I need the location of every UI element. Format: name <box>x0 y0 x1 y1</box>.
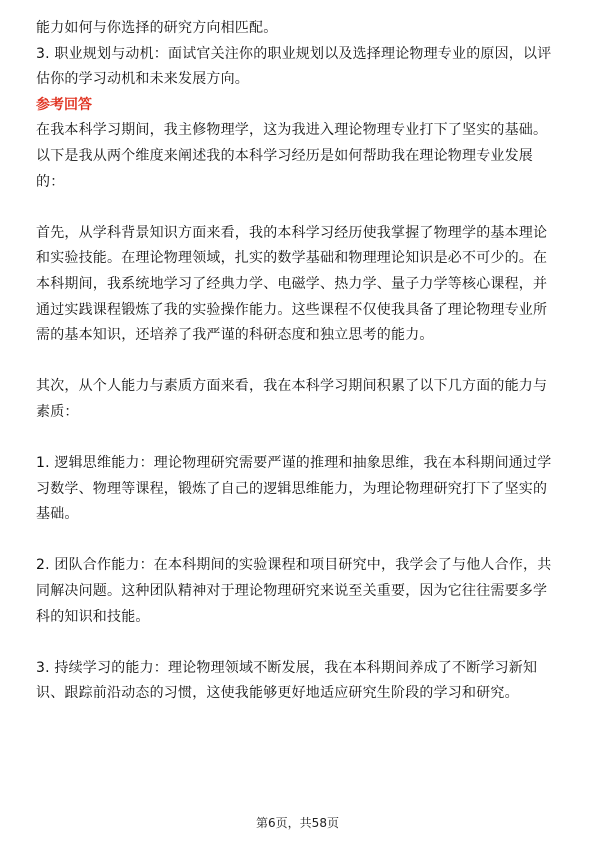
paragraph-line: 首先，从学科背景知识方面来看，我的本科学习经历使我掌握了物理学的基本理论 <box>36 224 548 241</box>
paragraph-line: 的： <box>36 173 65 190</box>
answer-paragraph-3 <box>36 374 560 425</box>
paragraph-line: 需的基本知识，还培养了我严谨的科研态度和独立思考的能力。 <box>36 327 434 344</box>
answer-list-item-2 <box>36 553 560 630</box>
paragraph-line: 同解决问题。这种团队精神对于理论物理研究来说至关重要，因为它往往需要多学 <box>36 583 548 600</box>
paragraph-line: 2. 团队合作能力：在本科期间的实验课程和项目研究中，我学会了与他人合作，共 <box>36 557 552 574</box>
paragraph-line: 科的知识和技能。 <box>36 608 150 625</box>
paragraph-line: 素质： <box>36 403 79 420</box>
answer-paragraph-1 <box>36 118 560 195</box>
intro-item-3-line-1: 3. 职业规划与动机：面试官关注你的职业规划以及选择理论物理专业的原因，以评 <box>36 45 552 62</box>
answer-list-item-3 <box>36 656 560 707</box>
intro-item-3-line-2: 估你的学习动机和未来发展方向。 <box>36 71 249 88</box>
answer-paragraph-2 <box>36 221 560 349</box>
paragraph-line: 习数学、物理等课程，锻炼了自己的逻辑思维能力，为理论物理研究打下了坚实的 <box>36 480 548 497</box>
paragraph-line: 通过实践课程锻炼了我的实验操作能力。这些课程不仅使我具备了理论物理专业所 <box>36 301 548 318</box>
paragraph-line: 以下是我从两个维度来阐述我的本科学习经历是如何帮助我在理论物理专业发展 <box>36 147 533 164</box>
paragraph-line: 在我本科学习期间，我主修物理学，这为我进入理论物理专业打下了坚实的基础。 <box>36 122 548 139</box>
paragraph-line: 基础。 <box>36 506 79 523</box>
page-number: 第6页，共58页 <box>256 816 339 830</box>
paragraph-line: 本科期间，我系统地学习了经典力学、电磁学、热力学、量子力学等核心课程，并 <box>36 275 548 292</box>
paragraph-line: 3. 持续学习的能力：理论物理领域不断发展，我在本科期间养成了不断学习新知 <box>36 659 538 676</box>
answer-heading: 参考回答 <box>36 96 92 113</box>
paragraph-line: 和实验技能。在理论物理领域，扎实的数学基础和物理理论知识是必不可少的。在 <box>36 250 548 267</box>
paragraph-line: 1. 逻辑思维能力：理论物理研究需要严谨的推理和抽象思维，我在本科期间通过学 <box>36 455 552 472</box>
document-page <box>36 16 560 707</box>
paragraph-line: 识、跟踪前沿动态的习惯，这使我能够更好地适应研究生阶段的学习和研究。 <box>36 685 519 702</box>
paragraph-line: 其次，从个人能力与素质方面来看，我在本科学习期间积累了以下几方面的能力与 <box>36 378 548 395</box>
answer-list-item-1 <box>36 451 560 528</box>
intro-line: 能力如何与你选择的研究方向相匹配。 <box>36 20 278 36</box>
